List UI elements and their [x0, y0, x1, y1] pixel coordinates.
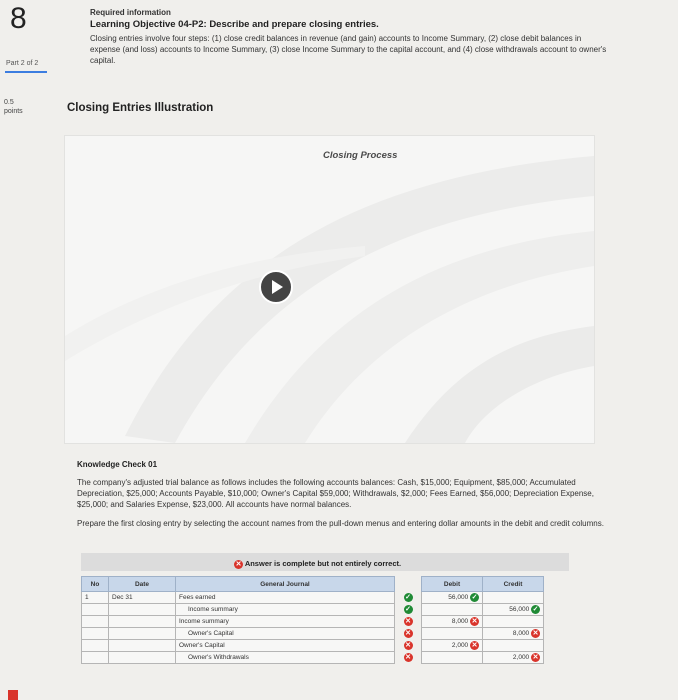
video-player[interactable]: [64, 135, 595, 444]
entry-date[interactable]: [109, 604, 176, 616]
journal-row: [82, 604, 544, 616]
entry-date[interactable]: [109, 628, 176, 640]
header-debit: Debit: [422, 577, 483, 592]
entry-date[interactable]: [109, 616, 176, 628]
incorrect-icon: ✕: [532, 654, 539, 661]
credit-input[interactable]: [483, 604, 544, 616]
correct-icon: ✓: [532, 606, 539, 613]
flag-marker: [8, 690, 18, 700]
points-value: 0.5: [4, 99, 14, 106]
general-journal-table: [81, 576, 544, 664]
credit-input[interactable]: [483, 592, 544, 604]
entry-number: 1: [82, 592, 109, 604]
journal-row: [82, 652, 544, 664]
journal-body: [82, 592, 544, 664]
entry-date[interactable]: [109, 652, 176, 664]
account-select[interactable]: Owner's Withdrawals: [176, 652, 395, 664]
incorrect-icon: ✕: [405, 618, 411, 625]
entry-number: [82, 628, 109, 640]
incorrect-icon: ✕: [532, 630, 539, 637]
video-background-art: [65, 136, 594, 443]
objective-description: Closing entries involve four steps: (1) close credit balances in revenue (and gain) accounts to Income Summary, (2) close debit balances in expense (and loss) accounts to Income Summary, (3) close Income Summary to the capital account, and (4) close withdrawals account to owner's capital.: [90, 34, 607, 65]
header-status-spacer: [395, 577, 422, 592]
correct-icon: ✓: [471, 594, 478, 601]
entry-date[interactable]: Dec 31: [109, 592, 176, 604]
account-select[interactable]: Income summary: [176, 604, 395, 616]
correct-icon: ✓: [405, 606, 411, 613]
account-select[interactable]: Owner's Capital: [176, 628, 395, 640]
credit-value: 56,000: [509, 606, 530, 614]
debit-input[interactable]: [422, 604, 483, 616]
header-credit: Credit: [483, 577, 544, 592]
knowledge-check-task: Prepare the first closing entry by selecting the account names from the pull-down menus and entering dollar amounts in the debit and credit columns.: [77, 519, 604, 528]
debit-input[interactable]: [422, 616, 483, 628]
debit-input[interactable]: [422, 640, 483, 652]
account-status: [395, 604, 422, 616]
learning-objective: Learning Objective 04-P2: Describe and prepare closing entries.: [90, 19, 379, 30]
debit-value: 2,000: [451, 642, 469, 650]
debit-input[interactable]: [422, 652, 483, 664]
play-button[interactable]: [259, 270, 293, 304]
credit-input[interactable]: [483, 616, 544, 628]
credit-input[interactable]: [483, 628, 544, 640]
account-status: [395, 616, 422, 628]
account-select[interactable]: Owner's Capital: [176, 640, 395, 652]
debit-input[interactable]: [422, 592, 483, 604]
incorrect-icon: ✕: [405, 654, 411, 661]
debit-value: 8,000: [451, 618, 469, 626]
account-status: [395, 652, 422, 664]
knowledge-check-body: The company's adjusted trial balance as follows includes the following accounts balances: Cash, $15,000; Equipment, $85,000; Accumulated Depreciation, $25,000; Accounts Payable, $10,000; Owner's Capital $59,000; Withdrawals, $2,000; Fees Earned, $56,000; Depreciation Expense, $25,000; and Salaries Expense, $23,000. All accounts have normal balances.: [77, 478, 594, 509]
answer-status: [234, 559, 401, 569]
incorrect-icon: ✕: [471, 642, 478, 649]
header-no: No: [82, 577, 109, 592]
play-icon: [272, 280, 283, 294]
account-status: [395, 592, 422, 604]
points-label: points: [4, 108, 23, 115]
account-select[interactable]: Fees earned: [176, 592, 395, 604]
credit-input[interactable]: [483, 640, 544, 652]
correct-icon: ✓: [405, 594, 411, 601]
journal-row: [82, 592, 544, 604]
incorrect-icon: ✕: [405, 642, 411, 649]
knowledge-check-title: Knowledge Check 01: [77, 460, 158, 469]
incorrect-icon: ✕: [471, 618, 478, 625]
question-number: 8: [10, 2, 27, 35]
credit-input[interactable]: [483, 652, 544, 664]
credit-value: 2,000: [512, 654, 530, 662]
part-progress-bar: [5, 71, 47, 73]
account-select[interactable]: Income summary: [176, 616, 395, 628]
account-status: [395, 628, 422, 640]
video-title: Closing Process: [323, 150, 398, 161]
points-display: [4, 98, 23, 116]
credit-value: 8,000: [512, 630, 530, 638]
answer-status-text: Answer is complete but not entirely correct.: [244, 559, 402, 568]
section-title: Closing Entries Illustration: [67, 102, 214, 114]
journal-row: [82, 616, 544, 628]
entry-number: [82, 640, 109, 652]
required-info-label: Required information: [90, 8, 171, 17]
journal-row: [82, 640, 544, 652]
entry-number: [82, 652, 109, 664]
entry-number: [82, 616, 109, 628]
entry-date[interactable]: [109, 640, 176, 652]
part-indicator[interactable]: Part 2 of 2: [6, 60, 39, 67]
header-date: Date: [109, 577, 176, 592]
incorrect-icon: ✕: [235, 560, 242, 568]
entry-number: [82, 604, 109, 616]
question-rail: [0, 0, 62, 700]
journal-row: [82, 628, 544, 640]
header-account: General Journal: [176, 577, 395, 592]
debit-value: 56,000: [448, 594, 469, 602]
debit-input[interactable]: [422, 628, 483, 640]
account-status: [395, 640, 422, 652]
incorrect-icon: ✕: [405, 630, 411, 637]
